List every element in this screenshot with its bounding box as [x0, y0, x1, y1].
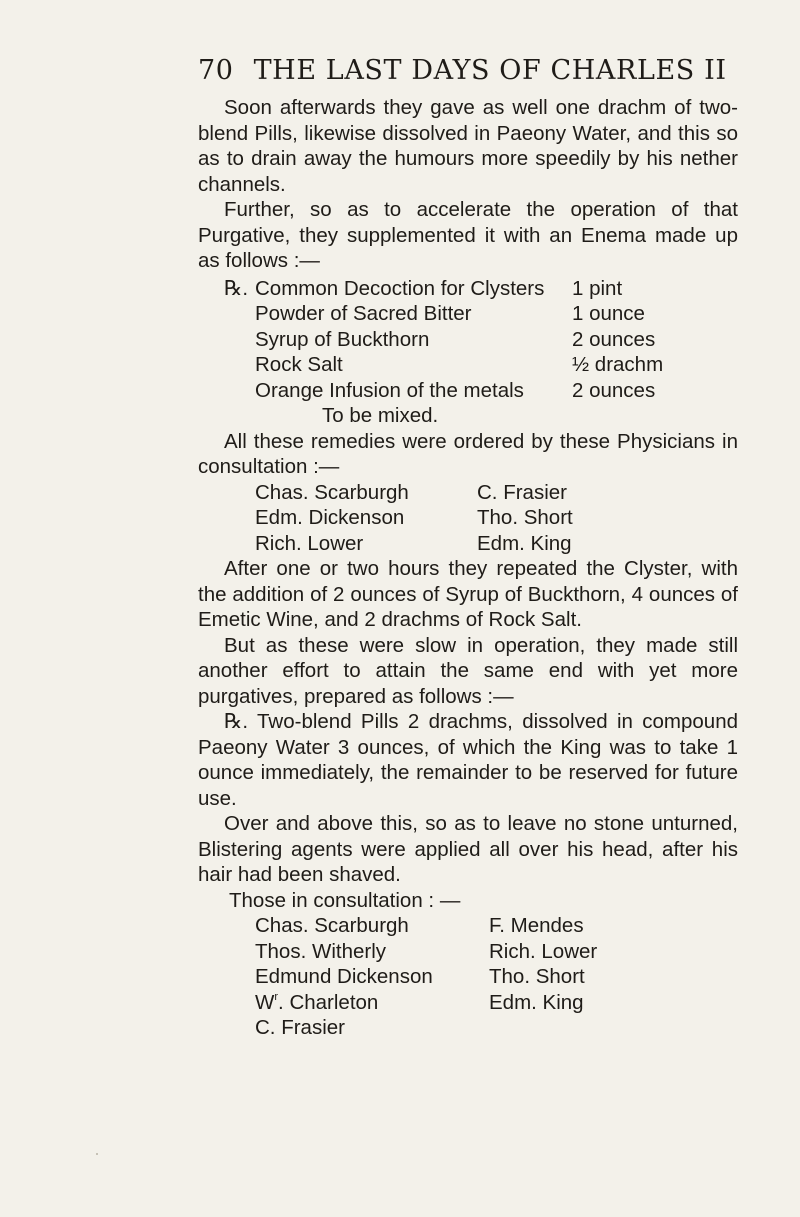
- recipe-line: [255, 352, 738, 378]
- rx-symbol: ℞.: [224, 276, 249, 300]
- wr-superscript: r: [274, 990, 279, 1003]
- physician-name: C. Frasier: [255, 1016, 345, 1039]
- recipe-line: [255, 301, 738, 327]
- wr-prefix: W: [255, 990, 275, 1014]
- recipe-amount: 2 ounces: [572, 378, 656, 402]
- physician-name: Chas. Scarburgh: [255, 914, 409, 937]
- paragraph-2: Further, so as to accelerate the operation of that Purgative, they supplemented it with an Enema made up as follows :—: [198, 198, 738, 272]
- physician-name: C. Frasier: [477, 480, 567, 504]
- paragraph-5: But as these were slow in operation, they made still another effort to attain the same end with yet more purgatives, prepared as follows :—: [198, 633, 738, 708]
- running-head: [198, 55, 727, 86]
- physician-name: F. Mendes: [489, 914, 584, 937]
- recipe-ingredient: Syrup of Buckthorn: [255, 327, 430, 351]
- physician-name: Tho. Short: [489, 965, 585, 988]
- physician-list-2: [255, 913, 738, 1041]
- paper-speck: [96, 1153, 98, 1155]
- paragraph-3: All these remedies were ordered by these Physicians in consultation :—: [198, 429, 738, 478]
- page-number: 70: [198, 55, 234, 86]
- recipe-line: [255, 378, 738, 404]
- physician-surname: Charleton: [289, 990, 379, 1014]
- physician-name: Edm. King: [477, 531, 572, 555]
- physician-name: Thos. Witherly: [255, 939, 386, 963]
- paragraph-7: Over and above this, so as to leave no stone unturned, Blistering agents were applied all over his head, after his hair had been shaved.: [198, 812, 738, 886]
- physician-name: $W^r$. Charleton: [255, 990, 379, 1014]
- physician-name: Chas. Scarburgh: [255, 480, 409, 504]
- rx-symbol: ℞.: [224, 710, 249, 733]
- recipe-amount: 1 ounce: [572, 302, 645, 325]
- physician-name: Rich. Lower: [489, 939, 598, 963]
- paragraph-4: After one or two hours they repeated the Clyster, with the addition of 2 ounces of Syrup of Buckthorn, 4 ounces of Emetic Wine, and 2 drachms of Rock Salt.: [198, 557, 738, 631]
- recipe-line: [224, 276, 738, 302]
- enema-recipe: [224, 276, 738, 429]
- recipe-ingredient: Powder of Sacred Bitter: [255, 302, 472, 325]
- paragraph-6: [198, 709, 738, 811]
- physician-name: Edmund Dickenson: [255, 965, 433, 988]
- recipe-ingredient: Rock Salt: [255, 353, 343, 376]
- physician-name: Rich. Lower: [255, 531, 364, 555]
- running-title: THE LAST DAYS OF CHARLES II: [253, 55, 727, 86]
- physician-name: Tho. Short: [477, 506, 573, 529]
- consultation-heading: Those in consultation : —: [229, 888, 461, 912]
- paragraph-1: Soon afterwards they gave as well one drachm of two-blend Pills, likewise dissolved in Paeony Water, and this so as to drain away the humours more speedily by his nether channels.: [198, 96, 738, 196]
- body-text: [198, 95, 738, 1041]
- recipe-ingredient: Orange Infusion of the metals: [255, 378, 524, 402]
- physician-list-1: [255, 480, 738, 557]
- physician-name: Edm. Dickenson: [255, 506, 405, 529]
- recipe-line: [255, 327, 738, 353]
- recipe-amount: 2 ounces: [572, 327, 656, 351]
- physician-name: Edm. King: [489, 990, 584, 1014]
- recipe-ingredient: Common Decoction for Clysters: [255, 276, 545, 300]
- recipe-instruction: To be mixed.: [322, 404, 439, 427]
- recipe-amount: 1 pint: [572, 276, 623, 300]
- paragraph-6-text: Two-blend Pills 2 drachms, dissolved in compound Paeony Water 3 ounces, of which the King was to take 1 ounce immediately, the remainder to be reserved for future use.: [198, 710, 738, 810]
- recipe-amount: ½ drachm: [572, 353, 664, 376]
